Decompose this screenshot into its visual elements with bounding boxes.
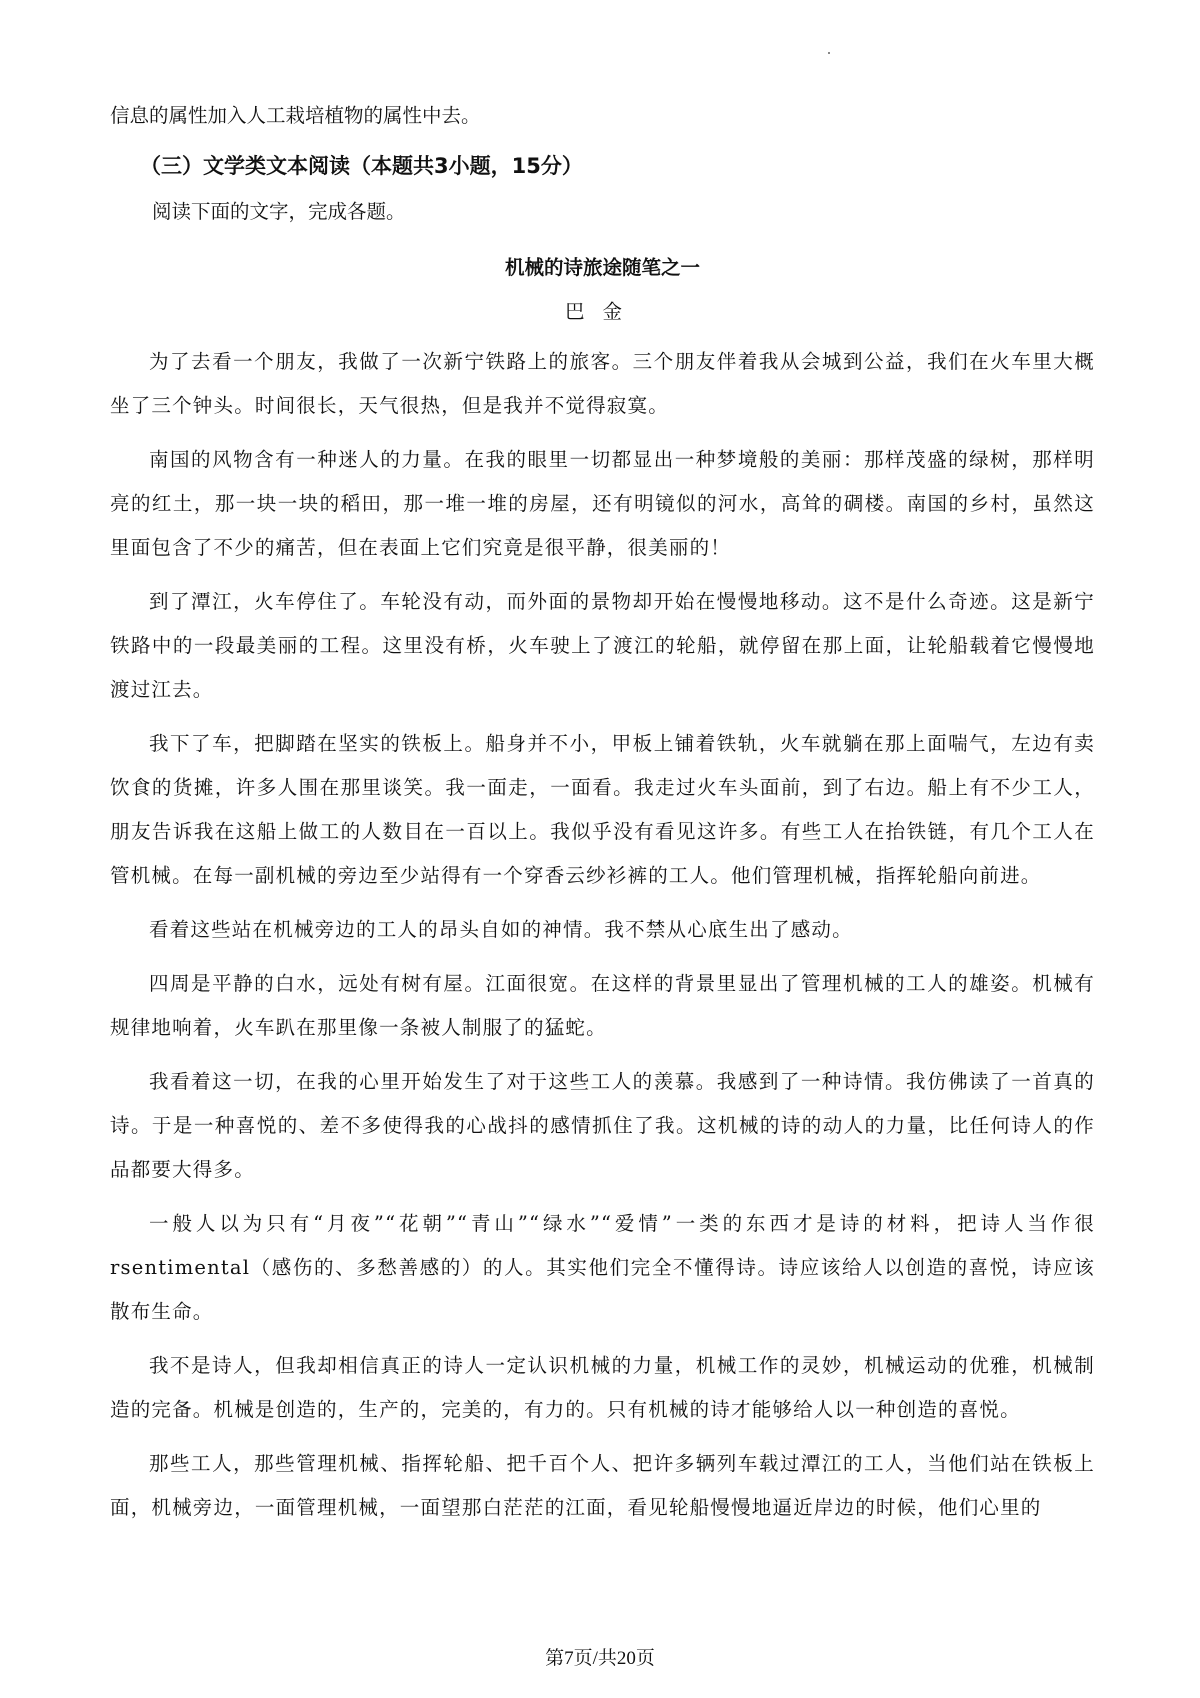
scan-dot (828, 52, 830, 54)
paragraph: 南国的风物含有一种迷人的力量。在我的眼里一切都显出一种梦境般的美丽：那样茂盛的绿树，那样明亮的红土，那一块一块的稻田，那一堆一堆的房屋，还有明镜似的河水，高耸的碉楼。南国的乡村，虽然这里面包含了不少的痛苦，但在表面上它们究竟是很平静，很美丽的！ (110, 448, 1095, 559)
paragraph: 为了去看一个朋友，我做了一次新宁铁路上的旅客。三个朋友伴着我从会城到公益，我们在火车里大概坐了三个钟头。时间很长，天气很热，但是我并不觉得寂寞。 (110, 350, 1095, 417)
paragraph: 四周是平静的白水，远处有树有屋。江面很宽。在这样的背景里显出了管理机械的工人的雄姿。机械有规律地响着，火车趴在那里像一条被人制服了的猛蛇。 (110, 972, 1095, 1039)
instruction-text: 阅读下面的文字，完成各题。 (152, 200, 406, 223)
section-heading: （三）文学类文本阅读（本题共3小题，15分） (140, 154, 583, 178)
article-title: 机械的诗旅途随笔之一 (504, 256, 700, 279)
paragraph: 到了潭江，火车停住了。车轮没有动，而外面的景物却开始在慢慢地移动。这不是什么奇迹。这是新宁铁路中的一段最美丽的工程。这里没有桥，火车驶上了渡江的轮船，就停留在那上面，让轮船载着它慢慢地渡过江去。 (110, 590, 1095, 701)
article-author: 巴金 (564, 300, 640, 323)
paragraph: 我看着这一切，在我的心里开始发生了对于这些工人的羡慕。我感到了一种诗情。我仿佛读了一首真的诗。于是一种喜悦的、差不多使得我的心战抖的感情抓住了我。这机械的诗的动人的力量，比任何诗人的作品都要大得多。 (110, 1070, 1095, 1181)
paragraph: 我不是诗人，但我却相信真正的诗人一定认识机械的力量，机械工作的灵妙，机械运动的优雅，机械制造的完备。机械是创造的，生产的，完美的，有力的。只有机械的诗才能够给人以一种创造的喜悦。 (110, 1354, 1095, 1421)
paragraph: 那些工人，那些管理机械、指挥轮船、把千百个人、把许多辆列车载过潭江的工人，当他们站在铁板上面，机械旁边，一面管理机械，一面望那白茫茫的江面，看见轮船慢慢地逼近岸边的时候，他们心里的 (110, 1452, 1095, 1519)
page-content (110, 94, 1095, 1540)
paragraph: 我下了车，把脚踏在坚实的铁板上。船身并不小，甲板上铺着铁轨，火车就躺在那上面喘气，左边有卖饮食的货摊，许多人围在那里谈笑。我一面走，一面看。我走过火车头面前，到了右边。船上有不少工人，朋友告诉我在这船上做工的人数目在一百以上。我似乎没有看见这许多。有些工人在抬铁链，有几个工人在管机械。在每一副机械的旁边至少站得有一个穿香云纱衫裤的工人。他们管理机械，指挥轮船向前进。 (110, 732, 1095, 887)
carryover-line: 信息的属性加入人工栽培植物的属性中去。 (110, 104, 481, 127)
page-number-footer: 第7页/共20页 (545, 1648, 655, 1669)
paragraph: 一般人以为只有“月夜”“花朝”“青山”“绿水”“爱情”一类的东西才是诗的材料，把诗人当作很rsentimental（感伤的、多愁善感的）的人。其实他们完全不懂得诗。诗应该给人以创造的喜悦，诗应该散布生命。 (110, 1212, 1095, 1323)
paragraph: 看着这些站在机械旁边的工人的昂头自如的神情。我不禁从心底生出了感动。 (149, 918, 853, 941)
